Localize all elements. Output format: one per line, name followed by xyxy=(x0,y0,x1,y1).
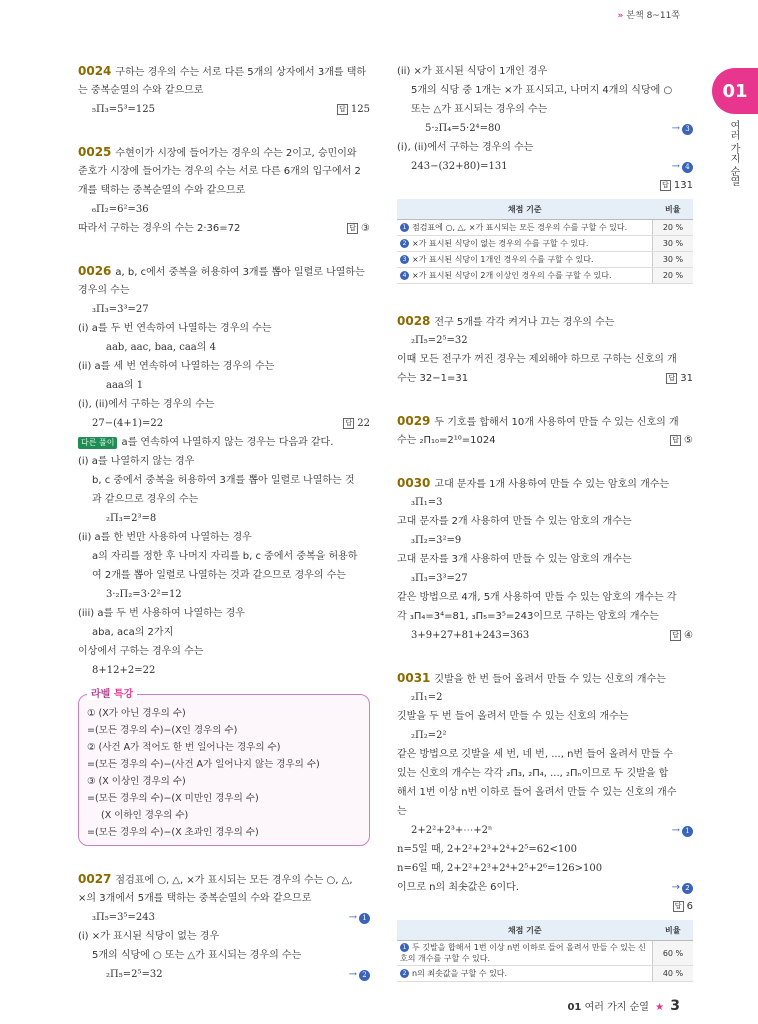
step-marker: → 1 xyxy=(672,821,693,840)
answer: 답 6 xyxy=(673,897,693,916)
chapter-number: 01 xyxy=(712,68,758,114)
scoring-table: 채점 기준 비율 1 점검표에 ○, △, ×가 표시되는 모든 경우의 수를 구할 수 있다. 20 % 2 ×가 표시된 식당이 없는 경우의 수를 구할 수 있다. 30 % 3 ×가 표시된 식당이 1개인 경우의 수를 구할 수 있다. 30 % 4 ×가 표시된 식당이 2개 이상인 경우의 수를 구할 수 있다. 20 % xyxy=(397,199,693,284)
problem-0030: 0030 고대 문자를 1개 사용하여 만들 수 있는 암호의 개수는 ₃Π₁=3 고대 문자를 2개 사용하여 만들 수 있는 암호의 개수는 ₃Π₂=3²=9 고대 문자를 3개 사용하여 만들 수 있는 암호의 개수는 ₃Π₃=3³=27 같은 방법으로 4개, 5개 사용하여 만들 수 있는 암호의 개수는 각 각 ₃Π₄=3⁴=81, ₃Π₅=3⁵=243이므로 구하는 암호의 개수는 3+9+27+81+243=363 답 ④ xyxy=(397,474,693,645)
step-2-icon: 2 xyxy=(682,883,693,894)
answer: 답 ④ xyxy=(670,626,693,645)
table-row: 3 ×가 표시된 식당이 1개인 경우의 수를 구할 수 있다. 30 % xyxy=(397,252,693,268)
page-reference: » 본책 8~11쪽 xyxy=(617,11,680,21)
answer: 답 125 xyxy=(337,100,370,119)
problem-number: 0026 xyxy=(78,264,112,278)
step-marker: → 2 xyxy=(672,878,693,897)
page-number: 3 xyxy=(670,998,680,1014)
table-row: 2 n의 최솟값을 구할 수 있다. 40 % xyxy=(397,966,693,982)
problem-0027-continued: (ii) ×가 표시된 식당이 1개인 경우 5개의 식당 중 1개는 ×가 표시되고, 나머지 4개의 식당에 ○ 또는 △가 표시되는 경우의 수는 5·₂Π₄=5·2⁴=80 → 3 (i), (ii)에서 구하는 경우의 수는 243−(32+80)=131 → 4 답 131 채점 기준 비율 1 점검표에 ○, △, ×가 표시되는 모든 경우의 수를 구할 수 있다. 20 % 2 ×가 표시된 식당이 없는 경우의 수를 구할 수 있다. 30 % 3 ×가 표시된 식당이 1개인 경우의 수를 구할 수 있다. 30 % 4 ×가 표시된 식당이 2개 이상인 경우의 수를 구할 수 있다. 20 % xyxy=(397,62,693,284)
answer-icon: 답 xyxy=(670,435,681,446)
problem-0029: 0029 두 기호를 합해서 10개 사용하여 만들 수 있는 신호의 개 수는 ₂Π₁₀=2¹⁰=1024 답 ⑤ xyxy=(397,412,693,450)
table-row: 2 ×가 표시된 식당이 없는 경우의 수를 구할 수 있다. 30 % xyxy=(397,236,693,252)
chapter-tab xyxy=(708,68,758,188)
answer: 답 131 xyxy=(660,176,693,195)
answer: 답 31 xyxy=(666,369,693,388)
problem-0031: 0031 깃발을 한 번 들어 올려서 만들 수 있는 신호의 개수는 ₂Π₁=2 깃발을 두 번 들어 올려서 만들 수 있는 신호의 개수는 ₂Π₂=2² 같은 방법으로 깃발을 세 번, 네 번, ..., n번 들어 올려서 만들 수 있는 신호의 개수는 각각 ₂Π₃, ₂Π₄, ..., ₂Πₙ이므로 두 깃발을 합 해서 1번 이상 n번 이하로 들어 올려서 만들 수 있는 신호의 개수 는 2+2²+2³+⋯+2ⁿ → 1 n=5일 때, 2+2²+2³+2⁴+2⁵=62<100 n=6일 때, 2+2²+2³+2⁴+2⁵+2⁶=126>100 이므로 n의 최솟값은 6이다. → 2 답 6 채점 기준 비율 1 두 깃발을 합해서 1번 이상 n번 이하로 들어 올려서 만들 수 있는 신호의 개수를 구할 수 있다. 60 % 2 n의 최솟값을 구할 수 있다. 40 % xyxy=(397,669,693,982)
problem-number: 0028 xyxy=(397,314,431,328)
step-2-icon: 2 xyxy=(359,970,370,981)
answer-icon: 답 xyxy=(343,418,354,429)
table-row: 1 두 깃발을 합해서 1번 이상 n번 이하로 들어 올려서 만들 수 있는 신호의 개수를 구할 수 있다. 60 % xyxy=(397,941,693,966)
other-solution-badge: 다른 풀이 xyxy=(78,437,117,449)
problem-0025: 0025 수현이가 시장에 들어가는 경우의 수는 2이고, 승민이와 준호가 시장에 들어가는 경우의 수는 서로 다른 6개의 입구에서 2 개를 택하는 중복순열의 수와 같으므로 ₆Π₂=6²=36 따라서 구하는 경우의 수는 2·36=72 답 ③ xyxy=(78,143,370,238)
answer-icon: 답 xyxy=(337,104,348,115)
step-marker: → 4 xyxy=(672,157,693,176)
answer-icon: 답 xyxy=(347,223,358,234)
problem-0024: 0024 구하는 경우의 수는 서로 다른 5개의 상자에서 3개를 택하 는 중복순열의 수와 같으므로 ₅Π₃=5³=125 답 125 xyxy=(78,62,370,119)
answer: 답 ⑤ xyxy=(670,431,693,450)
problem-number: 0029 xyxy=(397,414,431,428)
step-1-icon: 1 xyxy=(359,913,370,924)
step-4-icon: 4 xyxy=(682,162,693,173)
step-1-icon: 1 xyxy=(682,826,693,837)
right-column xyxy=(397,62,693,986)
problem-0028: 0028 전구 5개를 각각 켜거나 끄는 경우의 수는 ₂Π₅=2⁵=32 이때 모든 전구가 꺼진 경우는 제외해야 하므로 구하는 신호의 개 수는 32−1=31 답 31 xyxy=(397,312,693,388)
step-marker: → 3 xyxy=(672,119,693,138)
problem-number: 0025 xyxy=(78,145,112,159)
answer-icon: 답 xyxy=(666,373,677,384)
reference-arrow-icon: » xyxy=(617,11,624,21)
answer: 답 22 xyxy=(343,414,370,433)
left-column xyxy=(78,62,370,984)
problem-0027: 0027 점검표에 ○, △, ×가 표시되는 모든 경우의 수는 ○, △, ×의 3개에서 5개를 택하는 중복순열의 수와 같으므로 ₃Π₅=3⁵=243 → 1 (i) ×가 표시된 식당이 없는 경우 5개의 식당에 ○ 또는 △가 표시되는 경우의 수는 ₂Π₅=2⁵=32 → 2 xyxy=(78,870,370,984)
special-lecture-label: 라벨 특강 xyxy=(87,685,137,700)
table-row: 1 점검표에 ○, △, ×가 표시되는 모든 경우의 수를 구할 수 있다. 20 % xyxy=(397,220,693,236)
chapter-title: 여러 가지 순열 xyxy=(728,120,739,187)
problem-0026: 0026 a, b, c에서 중복을 허용하여 3개를 뽑아 일렬로 나열하는 경우의 수는 ₃Π₃=3³=27 (i) a를 두 번 연속하여 나열하는 경우의 수는 aab, aac, baa, caa의 4 (ii) a를 세 번 연속하여 나열하는 경우의 수는 aaa의 1 (i), (ii)에서 구하는 경우의 수는 27−(4+1)=22 답 22 다른 풀이 a를 연속하여 나열하지 않는 경우는 다음과 같다. (i) a를 나열하지 않는 경우 b, c 중에서 중복을 허용하여 3개를 뽑아 일렬로 나열하는 것 과 같으므로 경우의 수는 ₂Π₃=2³=8 (ii) a를 한 번만 사용하여 나열하는 경우 a의 자리를 정한 후 나머지 자리를 b, c 중에서 중복을 허용하 여 2개를 뽑아 일렬로 나열하는 것과 같으므로 경우의 수는 3·₂Π₂=3·2²=12 (iii) a를 두 번 사용하여 나열하는 경우 aba, aca의 2가지 이상에서 구하는 경우의 수는 8+12+2=22 xyxy=(78,264,370,676)
page-footer: 01 여러 가지 순열 ★ 3 xyxy=(567,998,680,1014)
star-icon: ★ xyxy=(655,1002,665,1013)
answer-icon: 답 xyxy=(670,630,681,641)
step-marker: → 2 xyxy=(349,965,370,984)
answer-icon: 답 xyxy=(660,180,671,191)
special-lecture-box: 라벨 특강 ① (X가 아닌 경우의 수) =(모든 경우의 수)−(X인 경우의 수) ② (사건 A가 적어도 한 번 일어나는 경우의 수) =(모든 경우의 수)−(사건 A가 일어나지 않는 경우의 수) ③ (X 이상인 경우의 수) =(모든 경우의 수)−(X 미만인 경우의 수) (X 이하인 경우의 수) =(모든 경우의 수)−(X 초과인 경우의 수) xyxy=(78,694,370,846)
answer-icon: 답 xyxy=(673,901,684,912)
answer: 답 ③ xyxy=(347,219,370,238)
scoring-table: 채점 기준 비율 1 두 깃발을 합해서 1번 이상 n번 이하로 들어 올려서 만들 수 있는 신호의 개수를 구할 수 있다. 60 % 2 n의 최솟값을 구할 수 있다. 40 % xyxy=(397,920,693,982)
step-marker: → 1 xyxy=(349,908,370,927)
problem-number: 0031 xyxy=(397,671,431,685)
step-3-icon: 3 xyxy=(682,124,693,135)
table-row: 4 ×가 표시된 식당이 2개 이상인 경우의 수를 구할 수 있다. 20 % xyxy=(397,268,693,284)
problem-number: 0024 xyxy=(78,64,112,78)
problem-number: 0027 xyxy=(78,872,112,886)
problem-number: 0030 xyxy=(397,476,431,490)
